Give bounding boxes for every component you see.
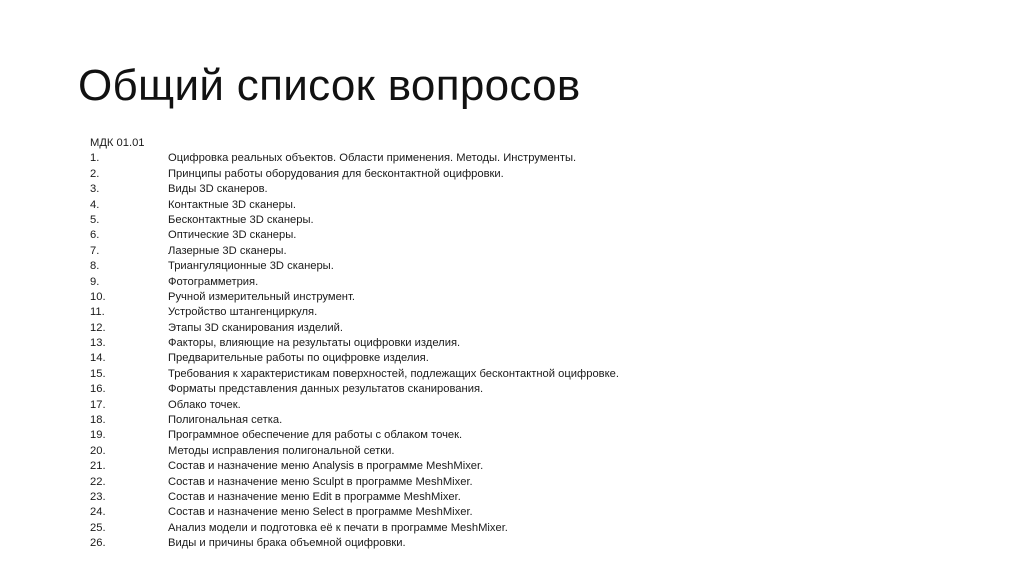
question-number: 1.	[90, 152, 100, 165]
question-number: 20.	[90, 444, 106, 457]
list-item	[90, 259, 619, 274]
list-item	[90, 321, 619, 336]
question-number: 14.	[90, 352, 106, 365]
list-item	[90, 367, 619, 382]
question-number: 19.	[90, 429, 106, 442]
slide-title: Общий список вопросов	[78, 61, 581, 110]
question-text: Устройство штангенциркуля.	[168, 306, 318, 319]
question-text: Оптические 3D сканеры.	[168, 229, 297, 242]
question-text: Принципы работы оборудования для бесконтактной оцифровки.	[168, 167, 504, 180]
question-number: 6.	[90, 229, 100, 242]
list-item	[90, 182, 619, 197]
question-number: 24.	[90, 506, 106, 519]
question-number: 9.	[90, 275, 100, 288]
question-number: 12.	[90, 321, 106, 334]
question-text: Методы исправления полигональной сетки.	[168, 444, 395, 457]
question-text: Состав и назначение меню Edit в программе MeshMixer.	[168, 490, 461, 503]
list-item	[90, 275, 619, 290]
question-text: Анализ модели и подготовка её к печати в программе MeshMixer.	[168, 521, 508, 534]
question-text: Триангуляционные 3D сканеры.	[168, 260, 334, 273]
question-number: 26.	[90, 537, 106, 550]
question-number: 11.	[90, 306, 105, 319]
list-item	[90, 459, 619, 474]
list-item	[90, 290, 619, 305]
question-text: Бесконтактные 3D сканеры.	[168, 213, 314, 226]
list-item	[90, 398, 619, 413]
question-text: Этапы 3D сканирования изделий.	[168, 321, 343, 334]
question-text: Состав и назначение меню Analysis в программе MeshMixer.	[168, 460, 484, 473]
question-number: 3.	[90, 183, 100, 196]
question-text: Оцифровка реальных объектов. Области применения. Методы. Инструменты.	[168, 152, 577, 165]
question-number: 5.	[90, 213, 100, 226]
list-item	[90, 428, 619, 443]
question-text: Программное обеспечение для работы с облаком точек.	[168, 429, 463, 442]
list-item	[90, 475, 619, 490]
question-number: 15.	[90, 367, 106, 380]
question-number: 8.	[90, 260, 100, 273]
list-item	[90, 198, 619, 213]
question-list	[90, 136, 619, 552]
list-item	[90, 490, 619, 505]
question-number: 16.	[90, 383, 106, 396]
question-number: 7.	[90, 244, 100, 257]
list-item	[90, 213, 619, 228]
question-text: Виды и причины брака объемной оцифровки.	[168, 537, 406, 550]
question-text: Состав и назначение меню Sculpt в программе MeshMixer.	[168, 475, 473, 488]
list-item	[90, 167, 619, 182]
question-text: Предварительные работы по оцифровке изделия.	[168, 352, 429, 365]
list-item	[90, 521, 619, 536]
list-item	[90, 351, 619, 366]
question-number: 25.	[90, 521, 106, 534]
question-text: Полигональная сетка.	[168, 414, 283, 427]
subject-code: МДК 01.01	[90, 137, 145, 149]
question-text: Облако точек.	[168, 398, 241, 411]
list-item	[90, 244, 619, 259]
question-number: 13.	[90, 337, 106, 350]
question-number: 22.	[90, 475, 106, 488]
question-number: 4.	[90, 198, 100, 211]
list-item	[90, 444, 619, 459]
question-text: Фотограмметрия.	[168, 275, 259, 288]
question-text: Лазерные 3D сканеры.	[168, 244, 287, 257]
question-number: 23.	[90, 490, 106, 503]
question-text: Ручной измерительный инструмент.	[168, 290, 355, 303]
question-text: Состав и назначение меню Select в программе MeshMixer.	[168, 506, 473, 519]
question-number: 10.	[90, 290, 106, 303]
question-text: Требования к характеристикам поверхностей, подлежащих бесконтактной оцифровке.	[168, 367, 619, 380]
list-item	[90, 413, 619, 428]
list-item	[90, 305, 619, 320]
list-item	[90, 151, 619, 166]
question-number: 17.	[90, 398, 106, 411]
question-text: Факторы, влияющие на результаты оцифровки изделия.	[168, 337, 461, 350]
question-number: 21.	[90, 460, 106, 473]
list-item	[90, 228, 619, 243]
list-item	[90, 382, 619, 397]
list-item	[90, 536, 619, 551]
list-item	[90, 336, 619, 351]
question-text: Контактные 3D сканеры.	[168, 198, 296, 211]
question-number: 18.	[90, 414, 106, 427]
question-text: Форматы представления данных результатов сканирования.	[168, 383, 484, 396]
question-number: 2.	[90, 167, 100, 180]
question-text: Виды 3D сканеров.	[168, 183, 268, 196]
list-item	[90, 505, 619, 520]
